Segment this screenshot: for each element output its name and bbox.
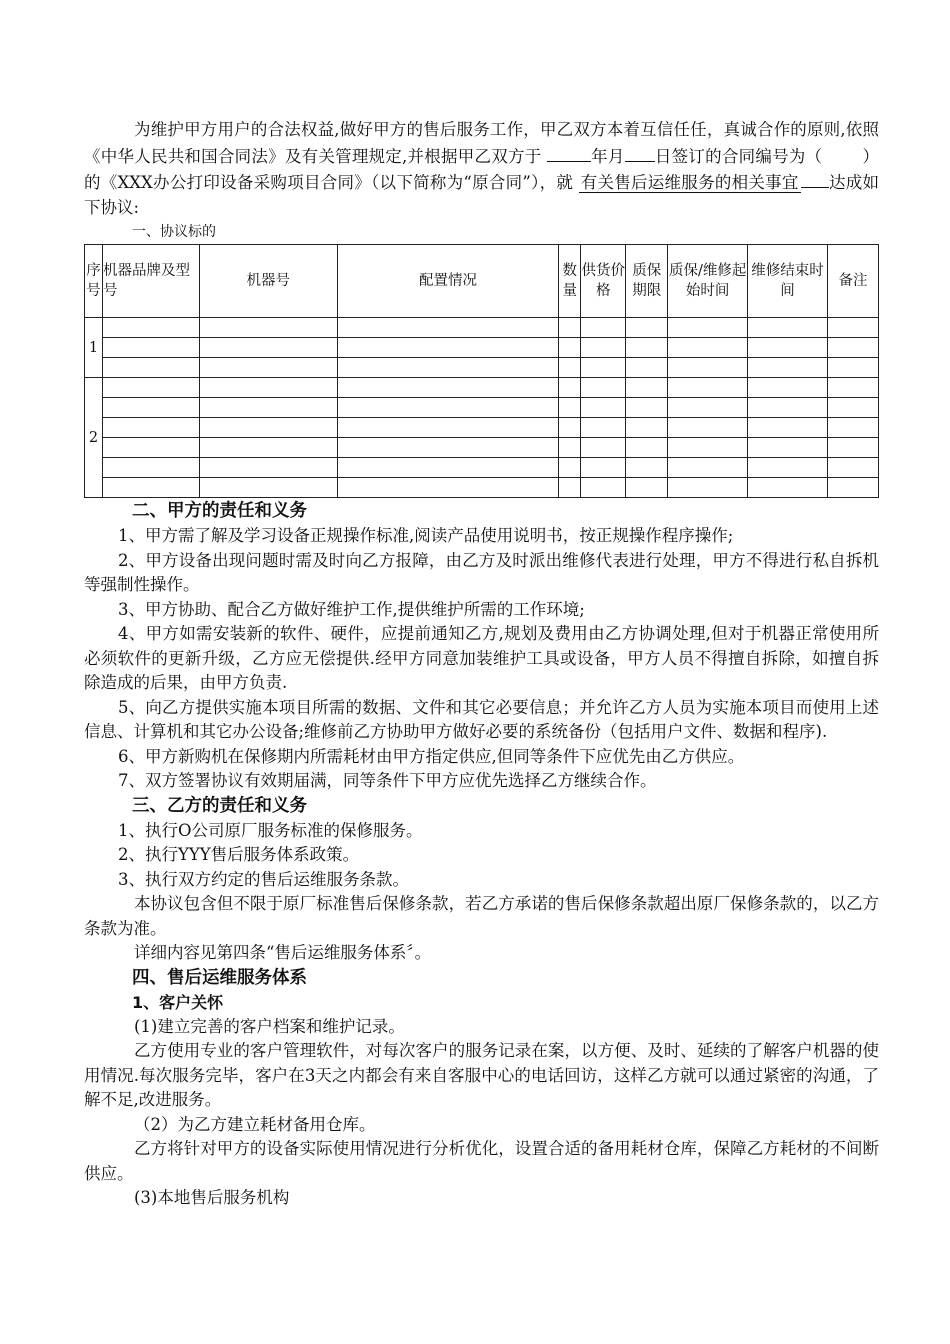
list-item: 5、向乙方提供实施本项目所需的数据、文件和其它必要信息；并允许乙方人员为实施本项目而使用上述信息、计算机和其它办公设备;维修前乙方协助甲方做好必要的系统备份（包括用户文件、数据和程序). <box>84 697 879 741</box>
table-cell <box>102 398 199 418</box>
table-cell <box>337 478 559 498</box>
table-cell <box>626 358 668 378</box>
table-cell <box>668 318 748 338</box>
table-header-cell: 配置情况 <box>337 245 559 318</box>
table-cell <box>668 438 748 458</box>
list-item: 2、执行YYY售后服务体系政策。 <box>118 845 360 864</box>
intro-subject: 有关售后运维服务的相关事宜 <box>580 173 799 192</box>
table-cell <box>748 318 828 338</box>
table-header-cell: 维修结束时间 <box>748 245 828 318</box>
table-row <box>85 418 879 438</box>
table-header-cell: 质保/维修起始时间 <box>668 245 748 318</box>
table-cell <box>559 318 581 338</box>
section4-title: 四、售后运维服务体系 <box>132 967 307 988</box>
table-cell <box>668 458 748 478</box>
table-cell <box>626 398 668 418</box>
list-item: 1、甲方需了解及学习设备正规操作标准,阅读产品使用说明书，按正规操作程序操作; <box>118 526 734 545</box>
table-cell <box>748 358 828 378</box>
table-cell <box>581 358 626 378</box>
intro-month: 月 <box>607 146 625 166</box>
table-cell <box>199 378 337 398</box>
intro-text-3: ）的《XXX办公打印设备采购项目合同》（以下简称为“原合同”），就 <box>84 146 880 192</box>
table-cell <box>827 478 878 498</box>
table-cell <box>748 418 828 438</box>
list-item: 7、双方签署协议有效期届满，同等条件下甲方应优先选择乙方继续合作。 <box>118 771 657 790</box>
table-cell <box>102 438 199 458</box>
table-row <box>85 338 879 358</box>
section3-title: 三、乙方的责任和义务 <box>132 795 307 816</box>
table-cell <box>581 398 626 418</box>
table-cell <box>199 338 337 358</box>
table-cell <box>102 478 199 498</box>
section4-item1-body: 乙方使用专业的客户管理软件，对每次客户的服务记录在案，以方便、及时、延续的了解客户机器的使用情况.每次服务完毕，客户在3天之内都会有来自客服中心的电话回访，这样乙方就可以通过紧密的沟通，了解不足,改进服务。 <box>84 1041 879 1109</box>
table-cell <box>626 478 668 498</box>
section1-title: 一、协议标的 <box>132 224 216 240</box>
table-cell <box>559 438 581 458</box>
table-cell <box>337 398 559 418</box>
list-item: 4、甲方如需安装新的软件、硬件，应提前通知乙方,规划及费用由乙方协调处理,但对于机器正常使用所必须软件的更新升级，乙方应无偿提供.经甲方同意加装维护工具或设备，甲方人员不得擅自拆除，如擅自拆除造成的后果，由甲方负责. <box>84 624 879 692</box>
section3-items <box>84 819 879 893</box>
section4-item1-title: (1)建立完善的客户档案和维护记录。 <box>134 1016 405 1036</box>
table-cell <box>827 358 878 378</box>
intro-text-4: 达成如下协议: <box>84 173 879 217</box>
table-body <box>85 318 879 498</box>
row-number-cell: 2 <box>85 378 103 498</box>
section4-item3-title: (3)本地售后服务机构 <box>134 1188 290 1207</box>
table-cell <box>748 338 828 358</box>
list-item: 3、执行双方约定的售后运维服务条款。 <box>118 869 409 889</box>
table-cell <box>581 458 626 478</box>
table-cell <box>559 358 581 378</box>
table-cell <box>827 378 878 398</box>
table-cell <box>626 418 668 438</box>
table-cell <box>199 438 337 458</box>
table-cell <box>748 438 828 458</box>
table-header-row <box>85 245 879 318</box>
table-cell <box>827 418 878 438</box>
table-cell <box>102 458 199 478</box>
table-cell <box>581 318 626 338</box>
table-cell <box>102 318 199 338</box>
list-item: 6、甲方新购机在保修期内所需耗材由甲方指定供应,但同等条件下应优先由乙方供应。 <box>118 746 745 766</box>
section3-note2: 详细内容见第四条“售后运维服务体系〞。 <box>134 943 432 962</box>
table-header-cell: 备注 <box>827 245 878 318</box>
table-cell <box>199 318 337 338</box>
section2-title: 二、甲方的责任和义务 <box>132 501 307 521</box>
table-cell <box>668 418 748 438</box>
table-cell <box>337 358 559 378</box>
table-cell <box>748 458 828 478</box>
table-header-cell: 机器号 <box>199 245 337 318</box>
table-cell <box>581 418 626 438</box>
table-cell <box>626 318 668 338</box>
table-row <box>85 318 879 338</box>
table-cell <box>748 378 828 398</box>
table-cell <box>337 378 559 398</box>
table-cell <box>102 338 199 358</box>
table-cell <box>668 378 748 398</box>
table-cell <box>581 438 626 458</box>
table-header-cell: 供货价格 <box>581 245 626 318</box>
list-item: 2、甲方设备出现问题时需及时向乙方报障，由乙方及时派出维修代表进行处理，甲方不得进行私自拆机等强制性操作。 <box>84 550 879 594</box>
intro-paragraph <box>84 118 879 220</box>
section3-note1: 本协议包含但不限于原厂标准售后保修条款，若乙方承诺的售后保修条款超出原厂保修条款的，以乙方条款为准。 <box>84 894 879 938</box>
document-page <box>84 118 879 1211</box>
table-cell <box>827 398 878 418</box>
table-cell <box>199 478 337 498</box>
table-cell <box>626 458 668 478</box>
intro-text-2: 日签订的合同编号为（ <box>654 146 823 166</box>
table-cell <box>199 398 337 418</box>
table-cell <box>827 458 878 478</box>
list-item: 1、执行O公司原厂服务标准的保修服务。 <box>118 820 423 840</box>
table-cell <box>827 318 878 338</box>
table-cell <box>199 358 337 378</box>
row-number-cell: 1 <box>85 318 103 378</box>
table-cell <box>559 398 581 418</box>
table-cell <box>559 458 581 478</box>
table-cell <box>559 478 581 498</box>
table-row <box>85 358 879 378</box>
table-header-cell: 机器品牌及型号 <box>102 245 199 318</box>
blank-subject-tail <box>801 169 829 188</box>
section4-item2-body: 乙方将针对甲方的设备实际使用情况进行分析优化，设置合适的备用耗材仓库，保障乙方耗材的不间断供应。 <box>84 1139 879 1183</box>
table-cell <box>559 418 581 438</box>
table-cell <box>199 418 337 438</box>
table-cell <box>337 418 559 438</box>
table-row <box>85 478 879 498</box>
table-header-cell: 序号 <box>85 245 103 318</box>
table-cell <box>668 338 748 358</box>
table-header-cell: 质保期限 <box>626 245 668 318</box>
table-cell <box>337 458 559 478</box>
table-cell <box>626 338 668 358</box>
list-item: 3、甲方协助、配合乙方做好维护工作,提供维护所需的工作环境; <box>118 599 585 619</box>
agreement-table <box>84 244 879 498</box>
table-row <box>85 398 879 418</box>
intro-text-1: 为维护甲方用户的合法权益,做好甲方的售后服务工作，甲乙双方本着互信任任，真诚合作的原则,依照《中华人民共和国合同法》及有关管理规定,并根据甲乙双方于 <box>84 120 879 166</box>
table-cell <box>827 438 878 458</box>
table-cell <box>581 478 626 498</box>
blank-year <box>547 143 591 162</box>
table-cell <box>559 378 581 398</box>
table-cell <box>559 338 581 358</box>
section4-item2-title: （2）为乙方建立耗材备用仓库。 <box>134 1114 376 1134</box>
table-cell <box>102 358 199 378</box>
table-cell <box>199 458 337 478</box>
table-cell <box>581 378 626 398</box>
table-cell <box>748 478 828 498</box>
table-cell <box>337 438 559 458</box>
table-cell <box>102 378 199 398</box>
table-cell <box>748 398 828 418</box>
table-row <box>85 458 879 478</box>
table-row <box>85 378 879 398</box>
section4-sub1: 1、客户关怀 <box>132 992 224 1012</box>
table-cell <box>337 318 559 338</box>
table-cell <box>668 358 748 378</box>
table-header-cell: 数量 <box>559 245 581 318</box>
table-cell <box>668 398 748 418</box>
table-cell <box>581 338 626 358</box>
blank-day <box>625 143 655 162</box>
table-cell <box>827 338 878 358</box>
table-cell <box>337 338 559 358</box>
table-row <box>85 438 879 458</box>
table-cell <box>668 478 748 498</box>
table-cell <box>102 418 199 438</box>
section2-items <box>84 524 879 794</box>
table-cell <box>626 438 668 458</box>
intro-year: 年 <box>590 146 608 166</box>
table-cell <box>626 378 668 398</box>
